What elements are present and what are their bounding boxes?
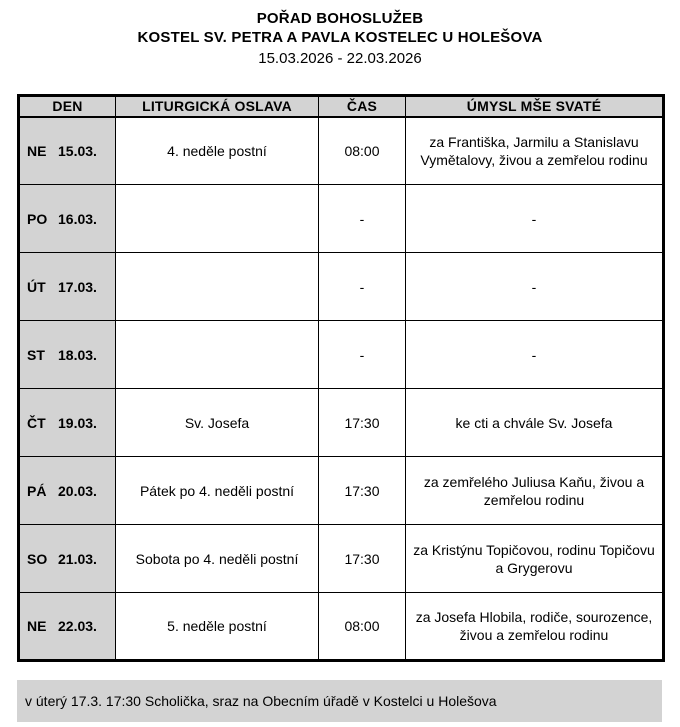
column-header-den: DEN <box>19 96 116 117</box>
day-date: 21.03. <box>58 550 97 567</box>
column-header-cas: ČAS <box>319 96 406 117</box>
day-abbr: ÚT <box>27 278 46 295</box>
time-cell: 17:30 <box>319 389 406 457</box>
column-header-umysl: ÚMYSL MŠE SVATÉ <box>406 96 664 117</box>
celebration-cell <box>116 253 319 321</box>
table-row <box>19 117 664 185</box>
day-abbr: ČT <box>27 414 46 431</box>
intention-cell: ke cti a chvále Sv. Josefa <box>406 389 664 457</box>
table-row <box>19 389 664 457</box>
intention-cell: za Františka, Jarmilu a Stanislavu Vymětalovy, živou a zemřelou rodinu <box>406 117 664 185</box>
day-cell <box>19 593 116 661</box>
day-abbr: NE <box>27 142 47 159</box>
time-cell: - <box>319 185 406 253</box>
day-date: 20.03. <box>58 482 97 499</box>
time-cell: 17:30 <box>319 457 406 525</box>
day-abbr: PO <box>27 210 48 227</box>
celebration-cell: 4. neděle postní <box>116 117 319 185</box>
intention-cell: za Kristýnu Topičovou, rodinu Topičovu a Grygerovu <box>406 525 664 593</box>
day-date: 22.03. <box>58 618 97 634</box>
celebration-cell: 5. neděle postní <box>116 593 319 661</box>
table-row <box>19 253 664 321</box>
table-row <box>19 525 664 593</box>
intention-cell: - <box>406 253 664 321</box>
celebration-cell <box>116 321 319 389</box>
day-cell <box>19 525 116 593</box>
note-bar <box>17 680 662 722</box>
table-body <box>19 117 664 661</box>
date-range: 15.03.2026 - 22.03.2026 <box>258 50 422 67</box>
time-cell: - <box>319 253 406 321</box>
day-cell <box>19 389 116 457</box>
table-row <box>19 457 664 525</box>
time-cell: - <box>319 321 406 389</box>
celebration-cell <box>116 185 319 253</box>
time-cell: 08:00 <box>319 593 406 661</box>
column-header-liturgicka-oslava: LITURGICKÁ OSLAVA <box>116 96 319 117</box>
celebration-cell: Sv. Josefa <box>116 389 319 457</box>
schedule-table <box>17 94 665 662</box>
table-header-row <box>19 96 664 117</box>
day-date: 18.03. <box>58 346 97 363</box>
table-header <box>19 96 664 117</box>
intention-cell: - <box>406 185 664 253</box>
day-date: 15.03. <box>58 142 97 159</box>
table-row <box>19 593 664 661</box>
day-abbr: ST <box>27 346 45 363</box>
intention-cell: - <box>406 321 664 389</box>
day-abbr: SO <box>27 550 48 567</box>
day-cell <box>19 185 116 253</box>
page-title: POŘAD BOHOSLUŽEB <box>256 10 424 27</box>
day-date: 19.03. <box>58 414 97 431</box>
intention-cell: za Josefa Hlobila, rodiče, sourozence, živou a zemřelou rodinu <box>406 593 664 661</box>
intention-cell: za zemřelého Juliusa Kaňu, živou a zemřelou rodinu <box>406 457 664 525</box>
day-abbr: PÁ <box>27 482 47 499</box>
church-name: KOSTEL SV. PETRA A PAVLA KOSTELEC U HOLEŠOVA <box>137 29 543 46</box>
time-cell: 17:30 <box>319 525 406 593</box>
celebration-cell: Sobota po 4. neděli postní <box>116 525 319 593</box>
day-cell <box>19 253 116 321</box>
day-abbr: NE <box>27 618 47 634</box>
day-cell <box>19 117 116 185</box>
celebration-cell: Pátek po 4. neděli postní <box>116 457 319 525</box>
day-date: 17.03. <box>58 278 97 295</box>
table-row <box>19 185 664 253</box>
note-text: v úterý 17.3. 17:30 Scholička, sraz na Obecním úřadě v Kostelci u Holešova <box>25 693 497 709</box>
table-row <box>19 321 664 389</box>
day-cell <box>19 321 116 389</box>
day-date: 16.03. <box>58 210 97 227</box>
day-cell <box>19 457 116 525</box>
title-block <box>0 0 680 69</box>
time-cell: 08:00 <box>319 117 406 185</box>
